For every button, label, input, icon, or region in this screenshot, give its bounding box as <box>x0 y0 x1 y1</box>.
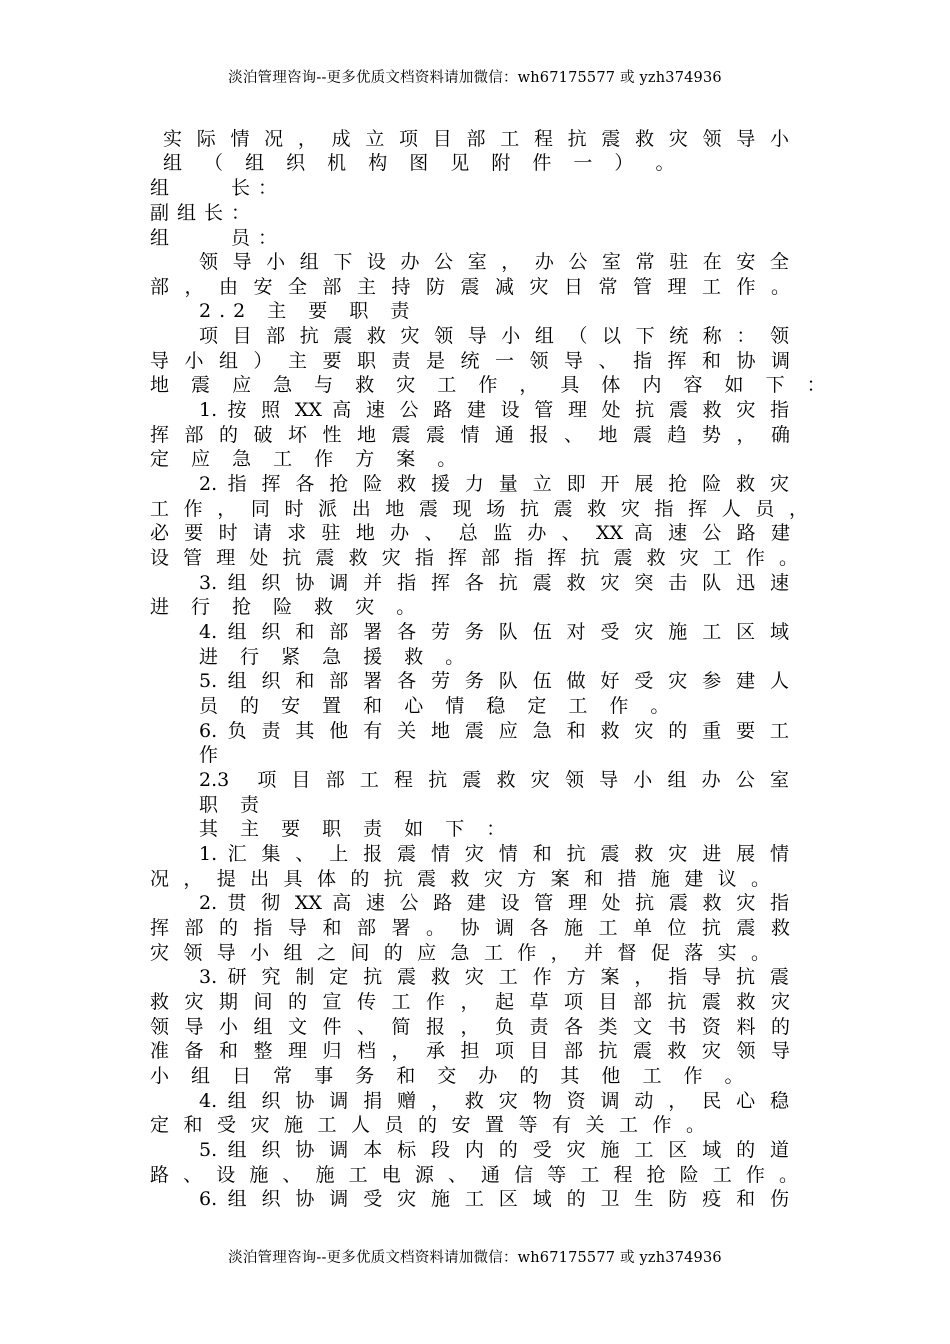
text-line: 领 导 小 组 文 件 、 简 报 ， 负 责 各 类 文 书 资 料 的 <box>150 1016 790 1038</box>
text-line: 2. 贯 彻 XX 高 速 公 路 建 设 管 理 处 抗 震 救 灾 指 <box>199 892 789 914</box>
text-line: 地 震 应 急 与 救 灾 工 作 ， 具 体 内 容 如 下 ： <box>150 374 834 396</box>
text-line: 定 应 急 工 作 方 案 。 <box>150 448 465 470</box>
section-heading: 2.3 项 目 部 工 程 抗 震 救 灾 领 导 小 组 办 公 室 <box>199 769 789 791</box>
text-line: 领 导 小 组 下 设 办 公 室 ， 办 公 室 常 驻 在 安 全 <box>199 251 789 273</box>
text-line: 救 灾 期 间 的 宣 传 工 作 ， 起 草 项 目 部 抗 震 救 灾 <box>150 991 790 1013</box>
text-line: 进 行 抢 险 救 灾 。 <box>150 596 424 618</box>
text-line: 1. 汇 集 、 上 报 震 情 灾 情 和 抗 震 救 灾 进 展 情 <box>199 843 789 865</box>
text-line: 路 、 设 施 、 施 工 电 源 、 通 信 等 工 程 抢 险 工 作 。 <box>150 1164 798 1186</box>
text-line: 定 和 受 灾 施 工 人 员 的 安 置 等 有 关 工 作 。 <box>150 1114 705 1136</box>
text-line: 5. 组 织 和 部 署 各 劳 务 队 伍 做 好 受 灾 参 建 人 <box>199 670 789 692</box>
text-line: 4. 组 织 和 部 署 各 劳 务 队 伍 对 受 灾 施 工 区 域 <box>199 621 789 643</box>
text-line: 况 ， 提 出 具 体 的 抗 震 救 灾 方 案 和 措 施 建 议 。 <box>150 868 770 890</box>
members-label: 组 员： <box>150 227 286 249</box>
text-line: 3. 组 织 协 调 并 指 挥 各 抗 震 救 灾 突 击 队 迅 速 <box>199 572 789 594</box>
text-line: 其 主 要 职 责 如 下 ： <box>199 818 514 840</box>
text-line: 6. 负 责 其 他 有 关 地 震 应 急 和 救 灾 的 重 要 工 <box>199 720 789 742</box>
text-line: 设 管 理 处 抗 震 救 灾 指 挥 部 指 挥 抗 震 救 灾 工 作 。 <box>150 547 798 569</box>
text-line: 4. 组 织 协 调 捐 赠 ， 救 灾 物 资 调 动 ， 民 心 稳 <box>199 1090 789 1112</box>
text-line: 6. 组 织 协 调 受 灾 施 工 区 域 的 卫 生 防 疫 和 伤 <box>199 1188 789 1210</box>
text-line: 工 作 ， 同 时 派 出 地 震 现 场 抗 震 救 灾 指 挥 人 员 ， <box>150 498 808 520</box>
leader-label: 组 长： <box>150 177 286 199</box>
text-line: 进 行 紧 急 援 救 。 <box>199 646 473 668</box>
text-line: 灾 领 导 小 组 之 间 的 应 急 工 作 ， 并 督 促 落 实 。 <box>150 942 770 964</box>
section-heading: 2.2 主 要 职 责 <box>199 300 418 322</box>
text-line: 2. 指 挥 各 抢 险 救 援 力 量 立 即 开 展 抢 险 救 灾 <box>199 473 789 495</box>
page-header: 淡泊管理咨询--更多优质文档资料请加微信：wh67175577 或 yzh374936 <box>228 70 722 86</box>
text-line: 准 备 和 整 理 归 档 ， 承 担 项 目 部 抗 震 救 灾 领 导 <box>150 1040 790 1062</box>
deputy-leader-label: 副组长： <box>150 202 259 224</box>
text-line: 1. 按 照 XX 高 速 公 路 建 设 管 理 处 抗 震 救 灾 指 <box>199 399 789 421</box>
text-line: 挥 部 的 破 坏 性 地 震 震 情 通 报 、 地 震 趋 势 ， 确 <box>150 424 790 446</box>
text-line: 项 目 部 抗 震 救 灾 领 导 小 组 （ 以 下 统 称 ： 领 <box>199 325 789 347</box>
text-line: 导 小 组 ） 主 要 职 责 是 统 一 领 导 、 指 挥 和 协 调 <box>150 350 790 372</box>
text-line: 3. 研 究 制 定 抗 震 救 灾 工 作 方 案 ， 指 导 抗 震 <box>199 966 789 988</box>
text-line: 小 组 日 常 事 务 和 交 办 的 其 他 工 作 。 <box>150 1065 752 1087</box>
text-line: 作 <box>199 744 227 766</box>
page-footer: 淡泊管理咨询--更多优质文档资料请加微信：wh67175577 或 yzh374936 <box>228 1250 722 1266</box>
text-line: 5. 组 织 协 调 本 标 段 内 的 受 灾 施 工 区 域 的 道 <box>199 1139 789 1161</box>
section-heading: 职 责 <box>199 794 268 816</box>
text-line: 员 的 安 置 和 心 情 稳 定 工 作 。 <box>199 695 678 717</box>
text-line: 挥 部 的 指 导 和 部 署 。 协 调 各 施 工 单 位 抗 震 救 <box>150 917 790 939</box>
text-line: 必 要 时 请 求 驻 地 办 、 总 监 办 、 XX 高 速 公 路 建 <box>150 522 790 544</box>
text-line: 部 ， 由 安 全 部 主 持 防 震 减 灾 日 常 管 理 工 作 。 <box>150 276 790 298</box>
text-line: 组 （ 组 织 机 构 图 见 附 件 一 ） 。 <box>163 152 683 174</box>
text-line: 实 际 情 况 ， 成 立 项 目 部 工 程 抗 震 救 灾 领 导 小 <box>163 128 789 150</box>
